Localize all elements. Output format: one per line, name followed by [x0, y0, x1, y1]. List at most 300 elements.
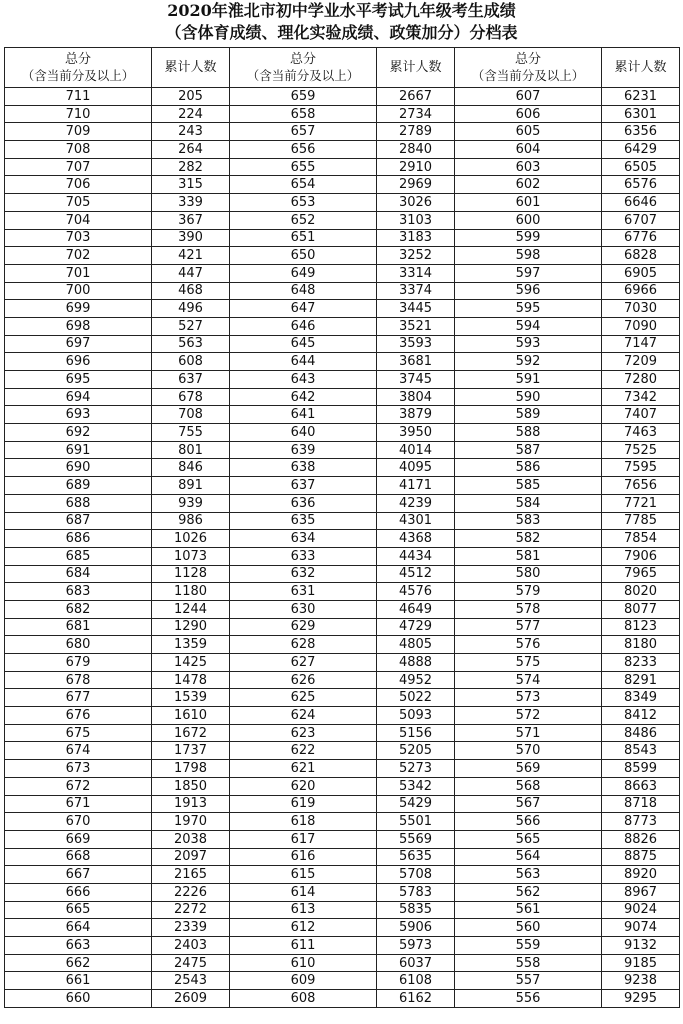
score-cell: 595 — [455, 300, 602, 318]
score-cell: 569 — [455, 760, 602, 778]
score-cell: 656 — [230, 141, 377, 159]
score-cell: 605 — [455, 123, 602, 141]
cumulative-count-cell: 8349 — [602, 689, 680, 707]
cumulative-count-cell: 1737 — [152, 742, 230, 760]
table-row — [5, 388, 680, 406]
score-cell: 631 — [230, 583, 377, 601]
score-cell: 698 — [5, 317, 152, 335]
cumulative-count-cell: 8180 — [602, 636, 680, 654]
cumulative-count-cell: 6301 — [602, 105, 680, 123]
table-row — [5, 211, 680, 229]
table-row — [5, 919, 680, 937]
cumulative-count-cell: 1850 — [152, 777, 230, 795]
cumulative-count-cell: 801 — [152, 441, 230, 459]
cumulative-count-cell: 8412 — [602, 707, 680, 725]
score-cell: 570 — [455, 742, 602, 760]
score-cell: 619 — [230, 795, 377, 813]
score-cell: 666 — [5, 883, 152, 901]
cumulative-count-cell: 1478 — [152, 671, 230, 689]
table-row — [5, 724, 680, 742]
table-row — [5, 494, 680, 512]
table-row — [5, 866, 680, 884]
score-cell: 604 — [455, 141, 602, 159]
cumulative-count-cell: 2165 — [152, 866, 230, 884]
cumulative-count-cell: 6162 — [377, 990, 455, 1008]
cumulative-count-cell: 339 — [152, 194, 230, 212]
cumulative-count-cell: 8291 — [602, 671, 680, 689]
cumulative-count-cell: 315 — [152, 176, 230, 194]
table-row — [5, 565, 680, 583]
cumulative-count-cell: 5783 — [377, 883, 455, 901]
cumulative-count-cell: 3026 — [377, 194, 455, 212]
cumulative-count-cell: 939 — [152, 494, 230, 512]
score-cell: 643 — [230, 371, 377, 389]
cumulative-count-cell: 7965 — [602, 565, 680, 583]
score-cell: 697 — [5, 335, 152, 353]
score-cell: 575 — [455, 654, 602, 672]
table-row — [5, 247, 680, 265]
score-cell: 704 — [5, 211, 152, 229]
score-cell: 626 — [230, 671, 377, 689]
score-cell: 616 — [230, 848, 377, 866]
score-cell: 625 — [230, 689, 377, 707]
score-cell: 606 — [455, 105, 602, 123]
score-cell: 654 — [230, 176, 377, 194]
cumulative-count-cell: 2609 — [152, 990, 230, 1008]
cumulative-count-cell: 1290 — [152, 618, 230, 636]
cumulative-count-cell: 1913 — [152, 795, 230, 813]
table-row — [5, 830, 680, 848]
cumulative-count-cell: 9238 — [602, 972, 680, 990]
score-cell: 586 — [455, 459, 602, 477]
table-row — [5, 636, 680, 654]
cumulative-count-cell: 5273 — [377, 760, 455, 778]
cumulative-count-cell: 4649 — [377, 600, 455, 618]
score-cell: 558 — [455, 954, 602, 972]
table-row — [5, 176, 680, 194]
cumulative-count-cell: 3252 — [377, 247, 455, 265]
table-row — [5, 371, 680, 389]
score-cell: 710 — [5, 105, 152, 123]
cumulative-count-cell: 9185 — [602, 954, 680, 972]
cumulative-count-cell: 9024 — [602, 901, 680, 919]
table-row — [5, 600, 680, 618]
table-row — [5, 477, 680, 495]
cumulative-count-cell: 5501 — [377, 813, 455, 831]
score-cell: 581 — [455, 547, 602, 565]
score-cell: 705 — [5, 194, 152, 212]
cumulative-count-cell: 6108 — [377, 972, 455, 990]
cumulative-count-cell: 2840 — [377, 141, 455, 159]
score-cell: 662 — [5, 954, 152, 972]
page-title: 2020年淮北市初中学业水平考试九年级考生成绩 — [167, 1, 516, 20]
cumulative-count-cell: 7595 — [602, 459, 680, 477]
cumulative-count-cell: 5022 — [377, 689, 455, 707]
table-row — [5, 158, 680, 176]
cumulative-count-cell: 5569 — [377, 830, 455, 848]
cumulative-count-cell: 2789 — [377, 123, 455, 141]
cumulative-count-cell: 264 — [152, 141, 230, 159]
cumulative-count-cell: 6505 — [602, 158, 680, 176]
cumulative-count-cell: 6646 — [602, 194, 680, 212]
cumulative-count-cell: 1672 — [152, 724, 230, 742]
cumulative-count-cell: 7342 — [602, 388, 680, 406]
score-cell: 573 — [455, 689, 602, 707]
score-cell: 559 — [455, 937, 602, 955]
cumulative-count-cell: 1359 — [152, 636, 230, 654]
cumulative-count-cell: 2038 — [152, 830, 230, 848]
table-row — [5, 654, 680, 672]
score-cell: 576 — [455, 636, 602, 654]
cumulative-count-cell: 7463 — [602, 424, 680, 442]
cumulative-count-cell: 2272 — [152, 901, 230, 919]
score-cell: 557 — [455, 972, 602, 990]
header-row — [5, 48, 680, 88]
cumulative-count-cell: 390 — [152, 229, 230, 247]
score-cell: 578 — [455, 600, 602, 618]
cumulative-count-cell: 4729 — [377, 618, 455, 636]
cumulative-count-cell: 2667 — [377, 88, 455, 106]
score-cell: 603 — [455, 158, 602, 176]
score-cell: 655 — [230, 158, 377, 176]
table-row — [5, 282, 680, 300]
score-cell: 701 — [5, 264, 152, 282]
score-cell: 680 — [5, 636, 152, 654]
cumulative-count-cell: 7854 — [602, 530, 680, 548]
cumulative-count-cell: 6356 — [602, 123, 680, 141]
cumulative-count-cell: 2097 — [152, 848, 230, 866]
cumulative-count-cell: 367 — [152, 211, 230, 229]
score-cell: 615 — [230, 866, 377, 884]
cumulative-count-cell: 9132 — [602, 937, 680, 955]
cumulative-column-header: 累计人数 — [602, 48, 680, 88]
score-cell: 641 — [230, 406, 377, 424]
score-cell: 587 — [455, 441, 602, 459]
score-cell: 630 — [230, 600, 377, 618]
cumulative-count-cell: 7147 — [602, 335, 680, 353]
cumulative-count-cell: 4301 — [377, 512, 455, 530]
score-cell: 568 — [455, 777, 602, 795]
cumulative-count-cell: 7090 — [602, 317, 680, 335]
score-cell: 678 — [5, 671, 152, 689]
score-cell: 645 — [230, 335, 377, 353]
score-cell: 699 — [5, 300, 152, 318]
score-cell: 618 — [230, 813, 377, 831]
cumulative-count-cell: 3681 — [377, 353, 455, 371]
cumulative-count-cell: 3950 — [377, 424, 455, 442]
score-cell: 601 — [455, 194, 602, 212]
table-row — [5, 883, 680, 901]
cumulative-count-cell: 8543 — [602, 742, 680, 760]
cumulative-count-cell: 5708 — [377, 866, 455, 884]
cumulative-count-cell: 4095 — [377, 459, 455, 477]
cumulative-count-cell: 891 — [152, 477, 230, 495]
score-cell: 667 — [5, 866, 152, 884]
score-cell: 577 — [455, 618, 602, 636]
score-cell: 564 — [455, 848, 602, 866]
cumulative-count-cell: 2226 — [152, 883, 230, 901]
score-cell: 580 — [455, 565, 602, 583]
cumulative-count-cell: 2403 — [152, 937, 230, 955]
score-cell: 634 — [230, 530, 377, 548]
cumulative-count-cell: 8826 — [602, 830, 680, 848]
score-cell: 582 — [455, 530, 602, 548]
table-row — [5, 141, 680, 159]
cumulative-count-cell: 8663 — [602, 777, 680, 795]
table-row — [5, 707, 680, 725]
score-cell: 623 — [230, 724, 377, 742]
score-cell: 629 — [230, 618, 377, 636]
score-header-sublabel: （含当前分及以上） — [246, 67, 360, 83]
cumulative-count-cell: 282 — [152, 158, 230, 176]
table-row — [5, 937, 680, 955]
cumulative-count-cell: 7209 — [602, 353, 680, 371]
table-row — [5, 547, 680, 565]
score-cell: 650 — [230, 247, 377, 265]
table-row — [5, 335, 680, 353]
score-cell: 572 — [455, 707, 602, 725]
cumulative-count-cell: 9295 — [602, 990, 680, 1008]
score-cell: 657 — [230, 123, 377, 141]
cumulative-count-cell: 8123 — [602, 618, 680, 636]
cumulative-count-cell: 1128 — [152, 565, 230, 583]
score-cell: 624 — [230, 707, 377, 725]
score-cell: 689 — [5, 477, 152, 495]
score-cell: 566 — [455, 813, 602, 831]
score-cell: 647 — [230, 300, 377, 318]
cumulative-count-cell: 5835 — [377, 901, 455, 919]
score-cell: 585 — [455, 477, 602, 495]
cumulative-count-cell: 846 — [152, 459, 230, 477]
cumulative-count-cell: 755 — [152, 424, 230, 442]
cumulative-count-cell: 3745 — [377, 371, 455, 389]
cumulative-count-cell: 4888 — [377, 654, 455, 672]
cumulative-count-cell: 4171 — [377, 477, 455, 495]
cumulative-count-cell: 5093 — [377, 707, 455, 725]
cumulative-count-cell: 3374 — [377, 282, 455, 300]
score-cell: 652 — [230, 211, 377, 229]
cumulative-count-cell: 5635 — [377, 848, 455, 866]
cumulative-count-cell: 8486 — [602, 724, 680, 742]
score-cell: 556 — [455, 990, 602, 1008]
score-cell: 560 — [455, 919, 602, 937]
cumulative-count-cell: 4434 — [377, 547, 455, 565]
table-row — [5, 583, 680, 601]
cumulative-count-cell: 4014 — [377, 441, 455, 459]
score-cell: 682 — [5, 600, 152, 618]
cumulative-count-cell: 224 — [152, 105, 230, 123]
score-cell: 632 — [230, 565, 377, 583]
score-cell: 611 — [230, 937, 377, 955]
cumulative-count-cell: 563 — [152, 335, 230, 353]
table-row — [5, 742, 680, 760]
cumulative-count-cell: 2339 — [152, 919, 230, 937]
cumulative-column-header: 累计人数 — [152, 48, 230, 88]
cumulative-count-cell: 3183 — [377, 229, 455, 247]
cumulative-count-cell: 8920 — [602, 866, 680, 884]
cumulative-count-cell: 9074 — [602, 919, 680, 937]
score-cell: 649 — [230, 264, 377, 282]
cumulative-count-cell: 1970 — [152, 813, 230, 831]
table-row — [5, 760, 680, 778]
table-row — [5, 990, 680, 1008]
score-cell: 679 — [5, 654, 152, 672]
cumulative-count-cell: 8967 — [602, 883, 680, 901]
table-row — [5, 795, 680, 813]
score-cell: 591 — [455, 371, 602, 389]
score-cell: 651 — [230, 229, 377, 247]
cumulative-count-cell: 6966 — [602, 282, 680, 300]
score-cell: 690 — [5, 459, 152, 477]
score-cell: 638 — [230, 459, 377, 477]
score-cell: 640 — [230, 424, 377, 442]
cumulative-count-cell: 7525 — [602, 441, 680, 459]
score-cell: 622 — [230, 742, 377, 760]
cumulative-count-cell: 7656 — [602, 477, 680, 495]
score-cell: 683 — [5, 583, 152, 601]
cumulative-count-cell: 6037 — [377, 954, 455, 972]
score-cell: 694 — [5, 388, 152, 406]
table-row — [5, 813, 680, 831]
score-cell: 589 — [455, 406, 602, 424]
score-cell: 639 — [230, 441, 377, 459]
table-row — [5, 671, 680, 689]
score-header-sublabel: （含当前分及以上） — [471, 67, 585, 83]
score-cell: 609 — [230, 972, 377, 990]
score-cell: 670 — [5, 813, 152, 831]
score-cell: 567 — [455, 795, 602, 813]
cumulative-count-cell: 2910 — [377, 158, 455, 176]
score-cell: 621 — [230, 760, 377, 778]
score-cell: 579 — [455, 583, 602, 601]
cumulative-count-cell: 6231 — [602, 88, 680, 106]
table-row — [5, 88, 680, 106]
cumulative-count-cell: 678 — [152, 388, 230, 406]
table-row — [5, 777, 680, 795]
score-cell: 583 — [455, 512, 602, 530]
score-cell: 598 — [455, 247, 602, 265]
score-cell: 665 — [5, 901, 152, 919]
cumulative-count-cell: 468 — [152, 282, 230, 300]
score-cell: 636 — [230, 494, 377, 512]
score-cell: 565 — [455, 830, 602, 848]
cumulative-count-cell: 3314 — [377, 264, 455, 282]
score-cell: 571 — [455, 724, 602, 742]
score-cell: 672 — [5, 777, 152, 795]
score-cell: 600 — [455, 211, 602, 229]
score-cell: 673 — [5, 760, 152, 778]
score-cell: 669 — [5, 830, 152, 848]
cumulative-count-cell: 986 — [152, 512, 230, 530]
score-cell: 676 — [5, 707, 152, 725]
cumulative-count-cell: 7785 — [602, 512, 680, 530]
score-cell: 695 — [5, 371, 152, 389]
cumulative-count-cell: 7280 — [602, 371, 680, 389]
cumulative-count-cell: 8599 — [602, 760, 680, 778]
score-cell: 561 — [455, 901, 602, 919]
score-column-header — [230, 48, 377, 88]
cumulative-count-cell: 1610 — [152, 707, 230, 725]
cumulative-count-cell: 7721 — [602, 494, 680, 512]
score-cell: 661 — [5, 972, 152, 990]
score-column-header — [455, 48, 602, 88]
score-cell: 702 — [5, 247, 152, 265]
cumulative-count-cell: 637 — [152, 371, 230, 389]
cumulative-count-cell: 1073 — [152, 547, 230, 565]
score-cell: 707 — [5, 158, 152, 176]
table-row — [5, 848, 680, 866]
cumulative-count-cell: 5156 — [377, 724, 455, 742]
table-row — [5, 459, 680, 477]
cumulative-count-cell: 7030 — [602, 300, 680, 318]
score-cell: 677 — [5, 689, 152, 707]
cumulative-count-cell: 421 — [152, 247, 230, 265]
score-cell: 596 — [455, 282, 602, 300]
score-cell: 610 — [230, 954, 377, 972]
cumulative-count-cell: 8773 — [602, 813, 680, 831]
score-cell: 617 — [230, 830, 377, 848]
score-cell: 686 — [5, 530, 152, 548]
score-cell: 592 — [455, 353, 602, 371]
cumulative-count-cell: 4576 — [377, 583, 455, 601]
cumulative-count-cell: 1244 — [152, 600, 230, 618]
cumulative-count-cell: 1798 — [152, 760, 230, 778]
score-cell: 602 — [455, 176, 602, 194]
score-cell: 706 — [5, 176, 152, 194]
cumulative-count-cell: 2475 — [152, 954, 230, 972]
table-row — [5, 424, 680, 442]
table-row — [5, 105, 680, 123]
cumulative-count-cell: 6429 — [602, 141, 680, 159]
cumulative-count-cell: 1539 — [152, 689, 230, 707]
score-cell: 627 — [230, 654, 377, 672]
table-row — [5, 300, 680, 318]
table-row — [5, 353, 680, 371]
cumulative-count-cell: 496 — [152, 300, 230, 318]
table-row — [5, 264, 680, 282]
cumulative-count-cell: 6576 — [602, 176, 680, 194]
cumulative-count-cell: 7906 — [602, 547, 680, 565]
score-cell: 648 — [230, 282, 377, 300]
score-cell: 563 — [455, 866, 602, 884]
cumulative-count-cell: 1180 — [152, 583, 230, 601]
table-row — [5, 441, 680, 459]
score-cell: 607 — [455, 88, 602, 106]
score-cell: 646 — [230, 317, 377, 335]
cumulative-count-cell: 447 — [152, 264, 230, 282]
score-cell: 628 — [230, 636, 377, 654]
cumulative-count-cell: 8233 — [602, 654, 680, 672]
score-cell: 688 — [5, 494, 152, 512]
score-cell: 637 — [230, 477, 377, 495]
cumulative-count-cell: 205 — [152, 88, 230, 106]
score-cell: 658 — [230, 105, 377, 123]
score-cell: 612 — [230, 919, 377, 937]
cumulative-count-cell: 3879 — [377, 406, 455, 424]
score-cell: 635 — [230, 512, 377, 530]
score-cell: 709 — [5, 123, 152, 141]
score-cell: 593 — [455, 335, 602, 353]
cumulative-count-cell: 608 — [152, 353, 230, 371]
score-column-header — [5, 48, 152, 88]
table-row — [5, 618, 680, 636]
score-cell: 681 — [5, 618, 152, 636]
score-cell: 633 — [230, 547, 377, 565]
score-header-label: 总分 — [289, 51, 316, 67]
score-cell: 711 — [5, 88, 152, 106]
score-cell: 700 — [5, 282, 152, 300]
cumulative-count-cell: 708 — [152, 406, 230, 424]
